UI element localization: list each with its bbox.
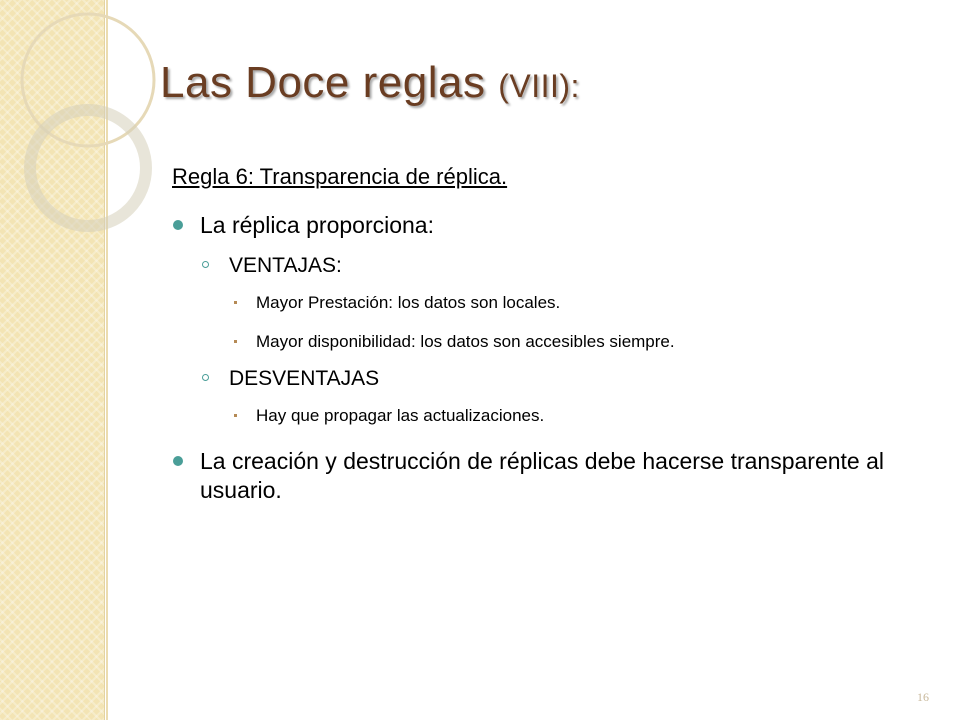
- slide-body: [172, 164, 912, 505]
- ring-bullet-icon: [202, 374, 209, 381]
- sub-bullet-desventajas: [172, 366, 912, 392]
- detail-ventaja-1: [172, 292, 912, 314]
- title-sub: (VIII):: [498, 68, 580, 104]
- bullet-replica-transparency: [172, 447, 912, 505]
- sub-bullet-ventajas: [172, 253, 912, 279]
- teal-bullet-icon: [173, 220, 183, 230]
- detail-ventaja-2: [172, 331, 912, 353]
- detail-text: Mayor Prestación: los datos son locales.: [256, 293, 561, 312]
- title-main: Las Doce reglas: [160, 58, 486, 107]
- bullet-text: La creación y destrucción de réplicas debe hacerse transparente al usuario.: [200, 448, 885, 503]
- detail-text: Mayor disponibilidad: los datos son accesibles siempre.: [256, 332, 675, 351]
- slide-title: [160, 58, 580, 108]
- decorative-circle-small: [30, 110, 146, 226]
- rule-heading: Regla 6: Transparencia de réplica.: [172, 164, 508, 189]
- detail-text: Hay que propagar las actualizaciones.: [256, 406, 545, 425]
- teal-bullet-icon: [173, 456, 183, 466]
- detail-desventaja-1: [172, 405, 912, 427]
- dot-bullet-icon: [234, 301, 237, 304]
- sub-bullet-text: VENTAJAS:: [229, 254, 342, 277]
- bullet-text: La réplica proporciona:: [200, 212, 434, 238]
- dot-bullet-icon: [234, 340, 237, 343]
- bullet-replica-provides: [172, 211, 912, 240]
- dot-bullet-icon: [234, 414, 237, 417]
- ring-bullet-icon: [202, 261, 209, 268]
- sub-bullet-text: DESVENTAJAS: [229, 367, 380, 390]
- page-number: 16: [917, 690, 929, 704]
